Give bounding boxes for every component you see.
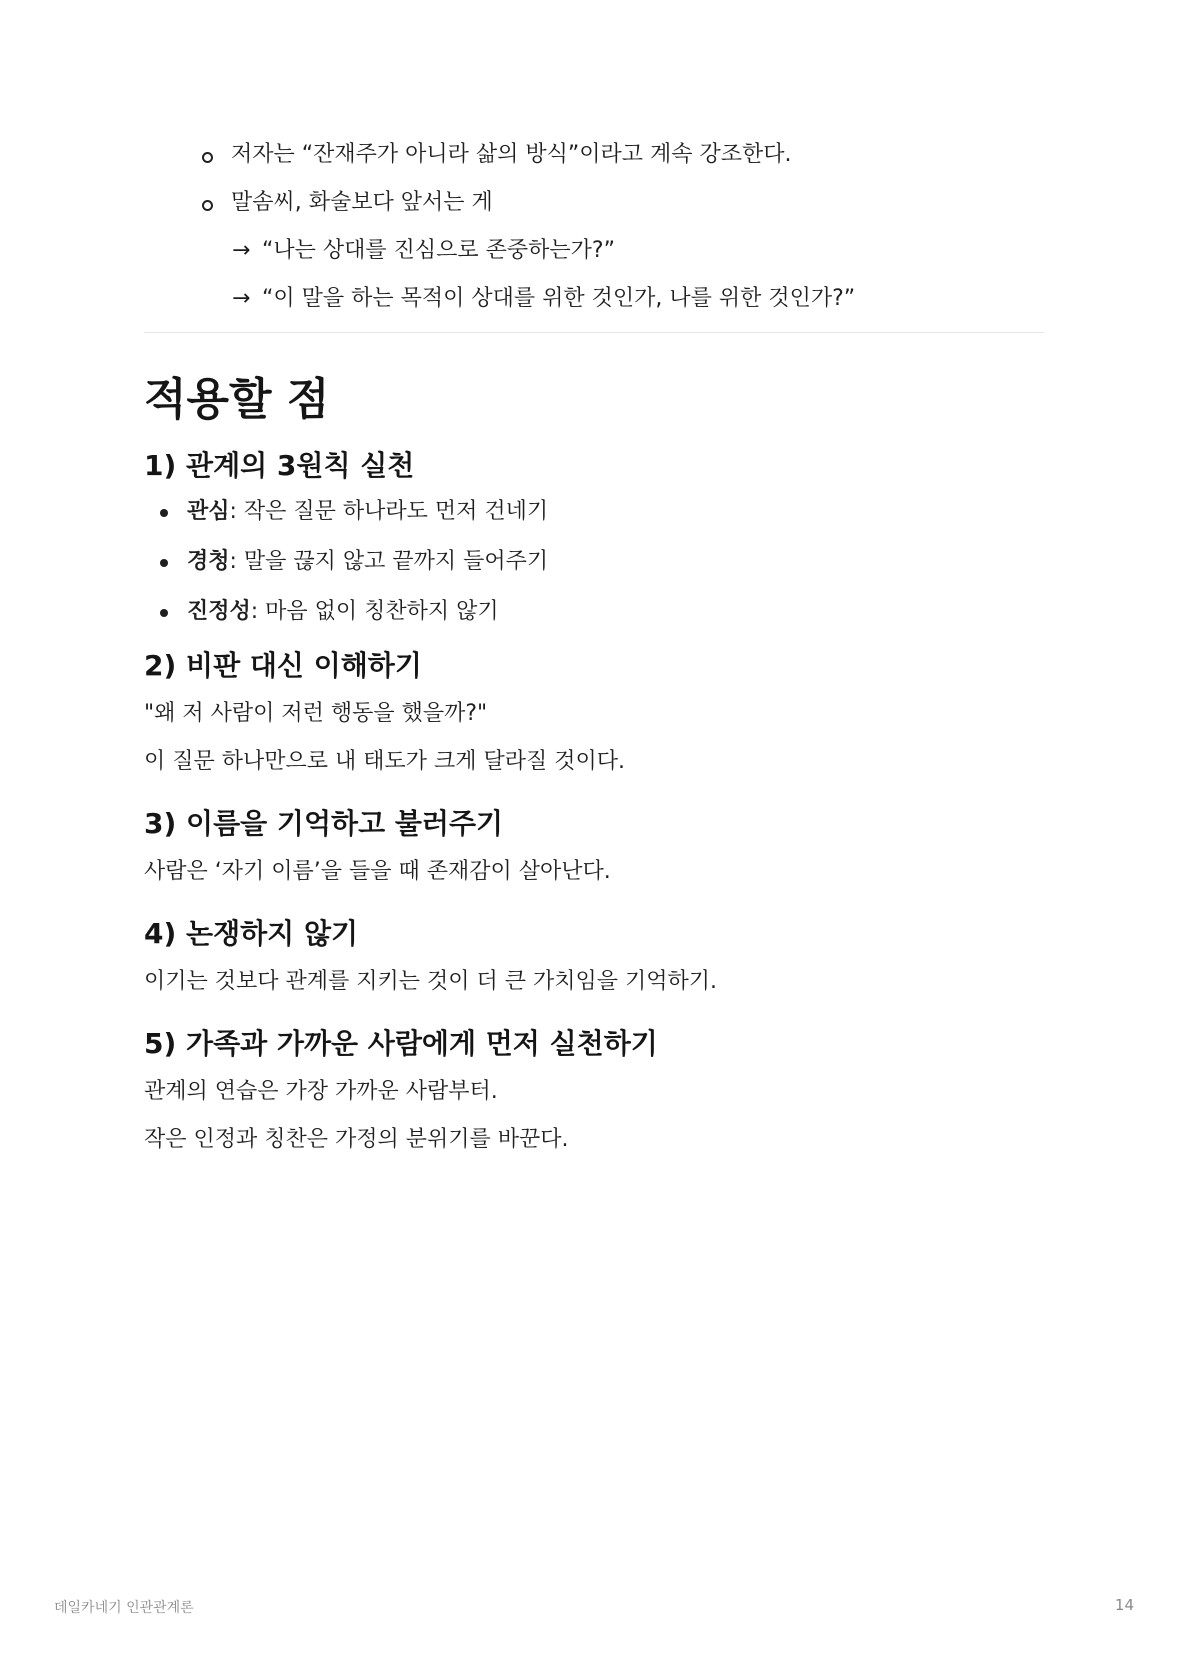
point-heading: 3) 이름을 기억하고 불러주기 <box>144 807 504 840</box>
sub-list-item <box>144 140 1044 170</box>
paragraph: 사람은 ‘자기 이름’을 들을 때 존재감이 살아난다. <box>144 859 611 884</box>
point-heading: 2) 비판 대신 이해하기 <box>144 649 422 682</box>
arrow-line <box>144 284 1044 314</box>
hollow-bullet-icon <box>202 152 213 163</box>
point-heading: 5) 가족과 가까운 사람에게 먼저 실천하기 <box>144 1027 658 1060</box>
list-item-term: 관심 <box>187 499 230 524</box>
page-number: 14 <box>1114 1596 1134 1614</box>
paragraph: "왜 저 사람이 저런 행동을 했을까?" <box>144 701 488 726</box>
list-item <box>144 547 1044 577</box>
arrow-line-text: “나는 상대를 진심으로 존중하는가?” <box>262 238 615 263</box>
bullet-icon <box>160 559 168 567</box>
horizontal-divider <box>144 332 1044 333</box>
list-item-text: : 마음 없이 칭찬하지 않기 <box>250 599 499 624</box>
bullet-icon <box>160 609 168 617</box>
sub-list-item <box>144 188 1044 218</box>
arrow-line <box>144 236 1044 266</box>
arrow-line-text: “이 말을 하는 목적이 상대를 위한 것인가, 나를 위한 것인가?” <box>262 286 856 311</box>
list-item <box>144 597 1044 627</box>
sub-list-item-text: 저자는 “잔재주가 아니라 삶의 방식”이라고 계속 강조한다. <box>231 142 792 167</box>
list-item-text: : 작은 질문 하나라도 먼저 건네기 <box>229 499 549 524</box>
point-heading: 1) 관계의 3원칙 실천 <box>144 449 415 482</box>
paragraph: 이 질문 하나만으로 내 태도가 크게 달라질 것이다. <box>144 749 625 774</box>
section-title: 적용할 점 <box>144 374 330 425</box>
list-item <box>144 497 1044 527</box>
page-content <box>144 140 1044 1155</box>
arrow-right-icon: → <box>232 238 251 263</box>
bullet-icon <box>160 509 168 517</box>
principles-list <box>144 497 1044 627</box>
point-heading: 4) 논쟁하지 않기 <box>144 917 359 950</box>
list-item-text: : 말을 끊지 않고 끝까지 들어주기 <box>229 549 549 574</box>
sub-list-item-text: 말솜씨, 화술보다 앞서는 게 <box>231 190 493 215</box>
hollow-bullet-icon <box>202 200 213 211</box>
arrow-right-icon: → <box>232 286 251 311</box>
list-item-term: 진정성 <box>187 599 251 624</box>
list-item-term: 경청 <box>187 549 230 574</box>
paragraph: 관계의 연습은 가장 가까운 사람부터. <box>144 1079 498 1104</box>
footer-title: 데일카네기 인관관계론 <box>54 1600 194 1616</box>
paragraph: 작은 인정과 칭찬은 가정의 분위기를 바꾼다. <box>144 1127 569 1152</box>
paragraph: 이기는 것보다 관계를 지키는 것이 더 큰 가치임을 기억하기. <box>144 969 717 994</box>
